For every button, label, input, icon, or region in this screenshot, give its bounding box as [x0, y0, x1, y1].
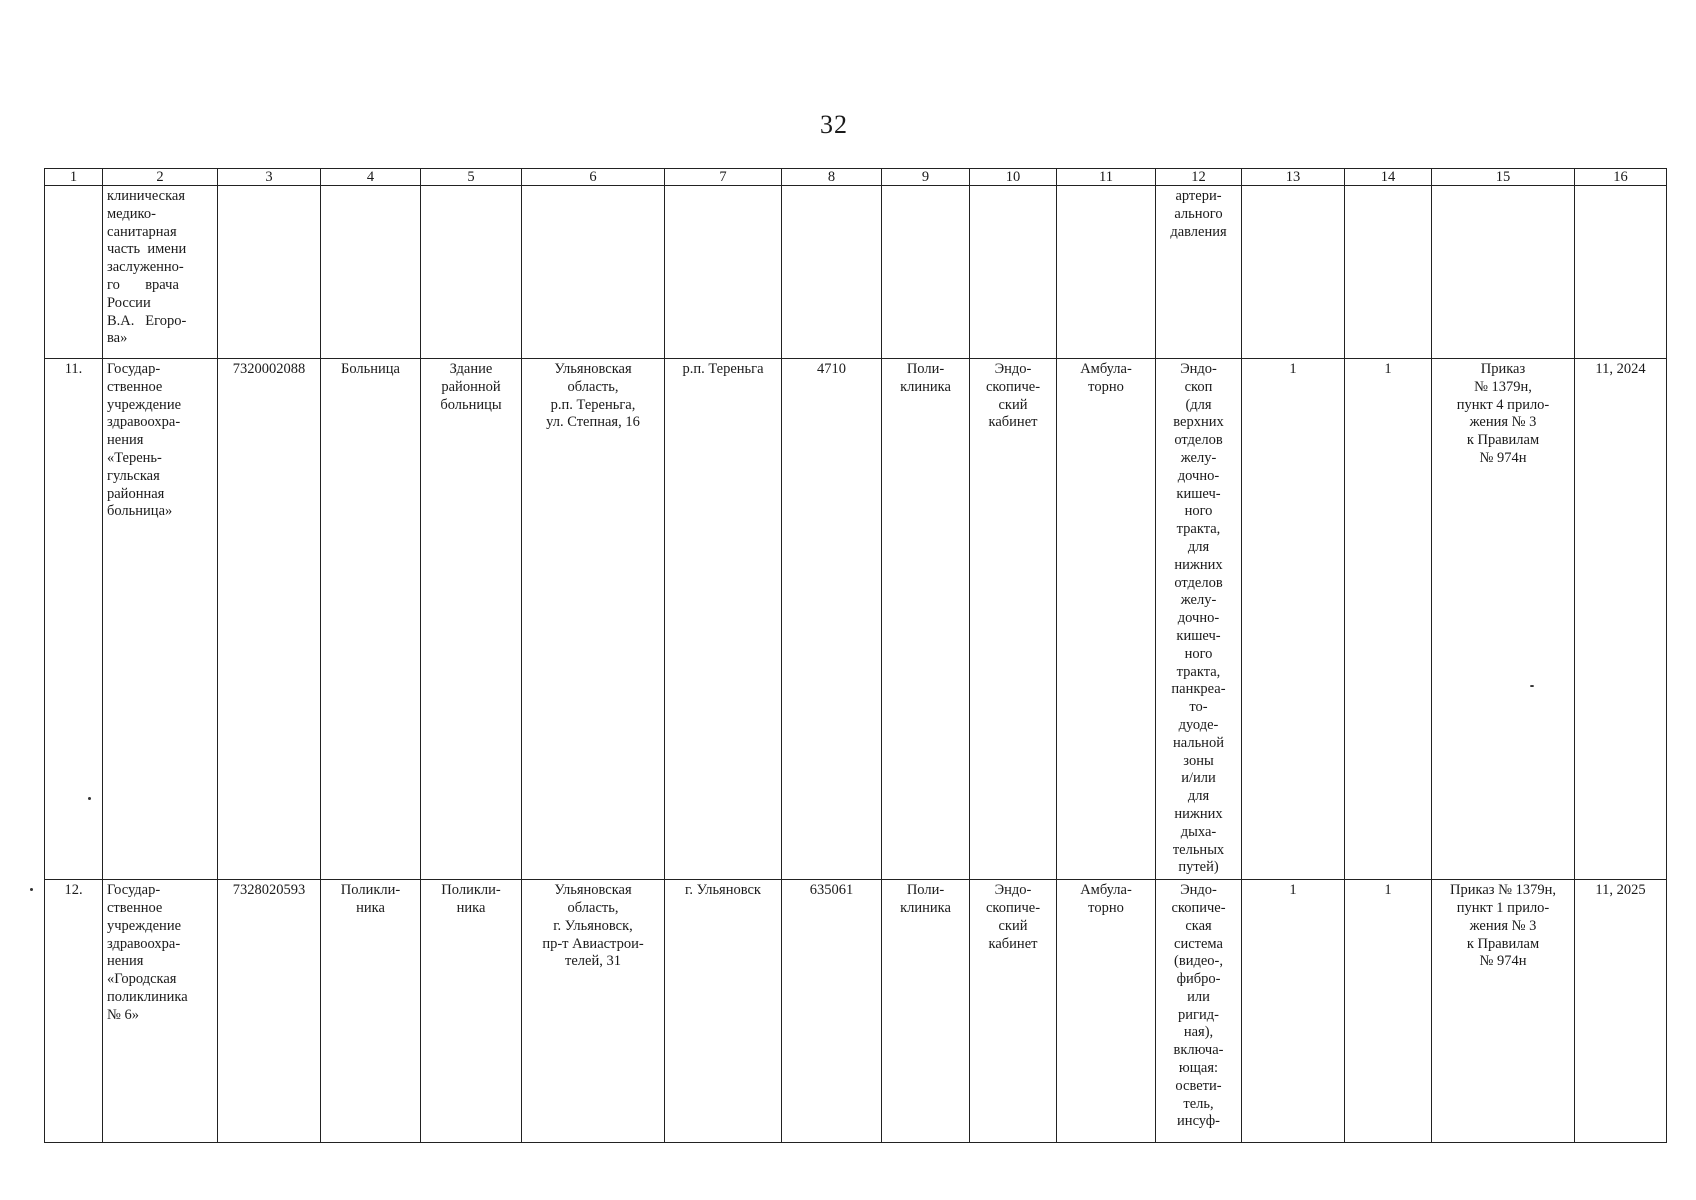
- cell-type: [321, 186, 421, 359]
- cell-address: Ульяновская область, г. Ульяновск, пр-т Авиастрои- телей, 31: [522, 880, 665, 1143]
- cell-equipment: Эндо- скопиче- ская система (видео-, фибро- или ригид- ная), включа- ющая: освети- тель, инсуф-: [1156, 880, 1242, 1143]
- cell-code: 635061: [782, 880, 882, 1143]
- cell-room: Эндо- скопиче- ский кабинет: [970, 880, 1057, 1143]
- cell-code: [782, 186, 882, 359]
- cell-index: 11.: [45, 359, 103, 880]
- cell-room: [970, 186, 1057, 359]
- cell-basis: [1432, 186, 1575, 359]
- cell-period: [1575, 186, 1667, 359]
- column-number: 6: [522, 169, 665, 186]
- cell-basis: Приказ № 1379н, пункт 1 прило- жения № 3 к Правилам № 974н: [1432, 880, 1575, 1143]
- column-number: 2: [103, 169, 218, 186]
- column-number: 16: [1575, 169, 1667, 186]
- cell-index: 12.: [45, 880, 103, 1143]
- table-row: [45, 880, 1667, 1143]
- column-number: 4: [321, 169, 421, 186]
- cell-inn: 7328020593: [218, 880, 321, 1143]
- column-number: 12: [1156, 169, 1242, 186]
- cell-care-form: Амбула- торно: [1057, 359, 1156, 880]
- cell-period: 11, 2024: [1575, 359, 1667, 880]
- cell-equipment: Эндо- скоп (для верхних отделов желу- дочно- кишеч- ного тракта, для нижних отделов желу- дочно- кишеч- ного тракта, панкреа- то- дуоде- нальной зоны и/или для нижних дыха- тельных путей): [1156, 359, 1242, 880]
- column-number: 3: [218, 169, 321, 186]
- scan-speck: [30, 888, 33, 891]
- cell-type: Поликли- ника: [321, 880, 421, 1143]
- column-number: 5: [421, 169, 522, 186]
- column-number-row: [45, 169, 1667, 186]
- cell-address: Ульяновская область, р.п. Тереньга, ул. Степная, 16: [522, 359, 665, 880]
- cell-organization: клиническая медико- санитарная часть имени заслуженно- го врача России В.А. Егоро- ва»: [103, 186, 218, 359]
- column-number: 9: [882, 169, 970, 186]
- cell-department: [882, 186, 970, 359]
- table-row-continuation: [45, 186, 1667, 359]
- column-number: 10: [970, 169, 1057, 186]
- cell-department: Поли- клиника: [882, 880, 970, 1143]
- cell-count-a: 1: [1242, 359, 1345, 880]
- scan-speck: [88, 797, 91, 800]
- cell-building: Здание районной больницы: [421, 359, 522, 880]
- column-number: 7: [665, 169, 782, 186]
- cell-care-form: Амбула- торно: [1057, 880, 1156, 1143]
- cell-inn: [218, 186, 321, 359]
- column-number: 14: [1345, 169, 1432, 186]
- column-number: 13: [1242, 169, 1345, 186]
- cell-organization: Государ- ственное учреждение здравоохра- нения «Терень- гульская районная больница»: [103, 359, 218, 880]
- cell-count-a: [1242, 186, 1345, 359]
- cell-locality: г. Ульяновск: [665, 880, 782, 1143]
- cell-basis: Приказ № 1379н, пункт 4 прило- жения № 3 к Правилам № 974н: [1432, 359, 1575, 880]
- cell-type: Больница: [321, 359, 421, 880]
- cell-count-b: [1345, 186, 1432, 359]
- cell-department: Поли- клиника: [882, 359, 970, 880]
- cell-room: Эндо- скопиче- ский кабинет: [970, 359, 1057, 880]
- cell-building: Поликли- ника: [421, 880, 522, 1143]
- cell-equipment: артери- ального давления: [1156, 186, 1242, 359]
- cell-period: 11, 2025: [1575, 880, 1667, 1143]
- registry-table: [44, 168, 1667, 1143]
- cell-organization: Государ- ственное учреждение здравоохра- нения «Городская поликлиника № 6»: [103, 880, 218, 1143]
- table-row: [45, 359, 1667, 880]
- column-number: 1: [45, 169, 103, 186]
- column-number: 15: [1432, 169, 1575, 186]
- cell-index: [45, 186, 103, 359]
- cell-count-a: 1: [1242, 880, 1345, 1143]
- cell-locality: р.п. Тереньга: [665, 359, 782, 880]
- column-number: 11: [1057, 169, 1156, 186]
- page-number: 32: [820, 110, 848, 139]
- scan-speck: [1530, 685, 1534, 687]
- cell-count-b: 1: [1345, 880, 1432, 1143]
- cell-inn: 7320002088: [218, 359, 321, 880]
- cell-building: [421, 186, 522, 359]
- cell-code: 4710: [782, 359, 882, 880]
- cell-care-form: [1057, 186, 1156, 359]
- cell-locality: [665, 186, 782, 359]
- cell-address: [522, 186, 665, 359]
- cell-count-b: 1: [1345, 359, 1432, 880]
- column-number: 8: [782, 169, 882, 186]
